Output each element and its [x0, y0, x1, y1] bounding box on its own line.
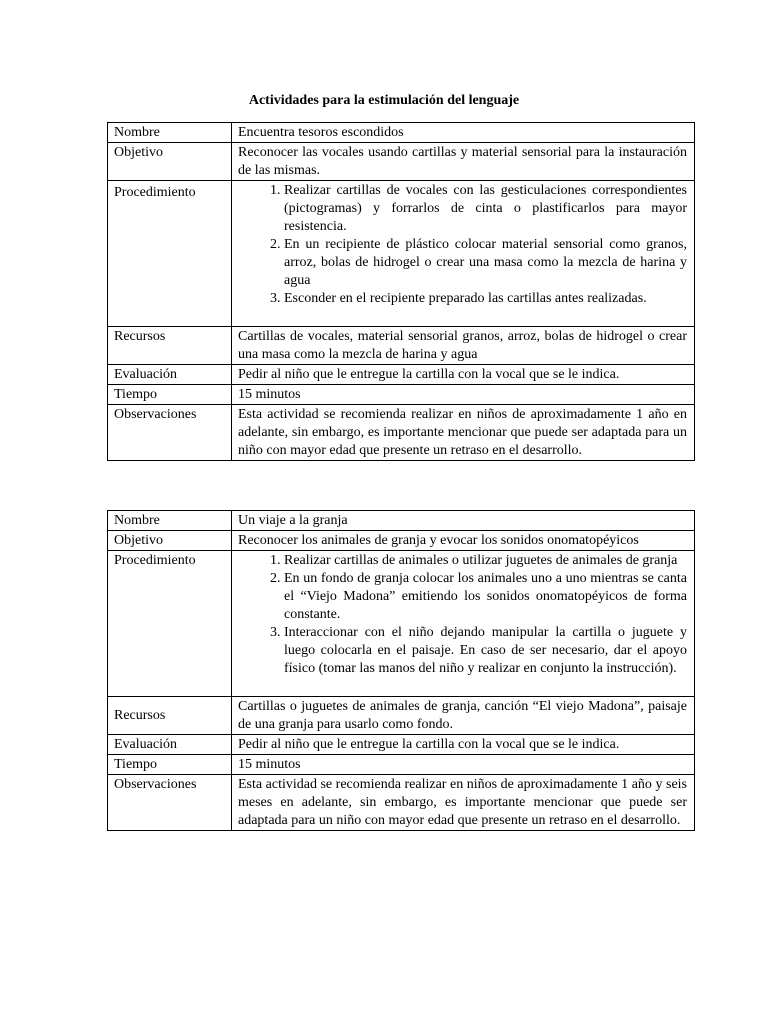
value-objetivo: Reconocer las vocales usando cartillas y material sensorial para la instauración de las mismas. — [232, 143, 695, 181]
value-procedimiento — [232, 551, 695, 697]
value-evaluacion: Pedir al niño que le entregue la cartilla con la vocal que se le indica. — [232, 365, 695, 385]
row-evaluacion — [108, 735, 695, 755]
value-nombre: Encuentra tesoros escondidos — [232, 123, 695, 143]
value-tiempo: 15 minutos — [232, 755, 695, 775]
row-procedimiento — [108, 551, 695, 697]
row-nombre — [108, 511, 695, 531]
row-objetivo — [108, 531, 695, 551]
procedure-step: 2. En un fondo de granja colocar los animales uno a uno mientras se canta el “Viejo Madona” emitiendo los sonidos onomatopéyicos de forma constante. — [284, 570, 687, 624]
row-recursos — [108, 697, 695, 735]
label-recursos: Recursos — [108, 327, 232, 365]
row-objetivo — [108, 143, 695, 181]
row-recursos — [108, 327, 695, 365]
label-nombre: Nombre — [108, 123, 232, 143]
procedure-step: 1. Realizar cartillas de vocales con las gesticulaciones correspondientes (pictogramas) y forrarlos de cinta o plastificarlos para mayor resistencia. — [284, 182, 687, 236]
value-tiempo: 15 minutos — [232, 385, 695, 405]
label-tiempo: Tiempo — [108, 385, 232, 405]
procedure-steps — [238, 552, 687, 678]
procedure-step: 3. Esconder en el recipiente preparado las cartillas antes realizadas. — [284, 290, 687, 308]
row-observaciones — [108, 405, 695, 461]
row-observaciones — [108, 775, 695, 831]
label-recursos: Recursos — [108, 697, 232, 735]
activity-table-1 — [107, 122, 695, 461]
value-objetivo: Reconocer los animales de granja y evocar los sonidos onomatopéyicos — [232, 531, 695, 551]
row-evaluacion — [108, 365, 695, 385]
row-nombre — [108, 123, 695, 143]
label-tiempo: Tiempo — [108, 755, 232, 775]
label-objetivo: Objetivo — [108, 143, 232, 181]
value-observaciones: Esta actividad se recomienda realizar en niños de aproximadamente 1 año y seis meses en adelante, sin embargo, es importante mencionar que puede ser adaptada para un niño con mayor edad que presente un retraso en el desarrollo. — [232, 775, 695, 831]
label-evaluacion: Evaluación — [108, 735, 232, 755]
procedure-steps — [238, 182, 687, 308]
row-tiempo — [108, 385, 695, 405]
value-procedimiento — [232, 181, 695, 327]
procedure-step: 2. En un recipiente de plástico colocar material sensorial como granos, arroz, bolas de hidrogel o crear una masa como la mezcla de harina y agua — [284, 236, 687, 290]
value-nombre: Un viaje a la granja — [232, 511, 695, 531]
row-procedimiento — [108, 181, 695, 327]
value-evaluacion: Pedir al niño que le entregue la cartilla con la vocal que se le indica. — [232, 735, 695, 755]
page-title: Actividades para la estimulación del lenguaje — [248, 93, 520, 108]
procedure-step: 1. Realizar cartillas de animales o utilizar juguetes de animales de granja — [284, 552, 687, 570]
label-objetivo: Objetivo — [108, 531, 232, 551]
label-procedimiento: Procedimiento — [108, 181, 232, 327]
value-observaciones: Esta actividad se recomienda realizar en niños de aproximadamente 1 año en adelante, sin embargo, es importante mencionar que puede ser adaptada para un niño con mayor edad que presente un retraso en el desarrollo. — [232, 405, 695, 461]
label-observaciones: Observaciones — [108, 775, 232, 831]
value-recursos: Cartillas de vocales, material sensorial granos, arroz, bolas de hidrogel o crear una masa como la mezcla de harina y agua — [232, 327, 695, 365]
row-tiempo — [108, 755, 695, 775]
label-nombre: Nombre — [108, 511, 232, 531]
activity-table-2 — [107, 510, 695, 831]
value-recursos: Cartillas o juguetes de animales de granja, canción “El viejo Madona”, paisaje de una granja para usarlo como fondo. — [232, 697, 695, 735]
label-observaciones: Observaciones — [108, 405, 232, 461]
label-procedimiento: Procedimiento — [108, 551, 232, 697]
procedure-step: 3. Interaccionar con el niño dejando manipular la cartilla o juguete y luego colocarla en el paisaje. En caso de ser necesario, dar el apoyo físico (tomar las manos del niño y realizar en conjunto la instrucción). — [284, 624, 687, 678]
label-evaluacion: Evaluación — [108, 365, 232, 385]
